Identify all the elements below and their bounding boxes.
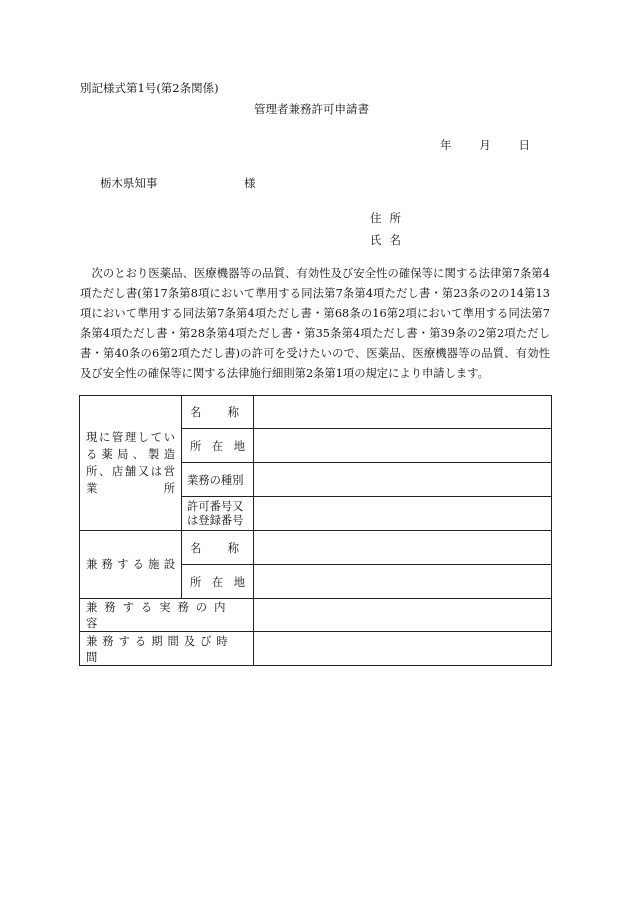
business-type-label: 業務の種別 bbox=[182, 463, 254, 497]
concurrent-location-label: 所 在 地 bbox=[182, 565, 254, 599]
managed-name-field[interactable] bbox=[254, 396, 552, 429]
table-row bbox=[80, 396, 552, 429]
license-number-label: 許可番号又は登録番号 bbox=[182, 497, 254, 531]
honorific: 様 bbox=[244, 176, 256, 190]
form-number: 別記様式第1号(第2条関係) bbox=[80, 81, 219, 95]
period-field[interactable] bbox=[254, 632, 552, 666]
table-row bbox=[80, 599, 552, 632]
managed-location-label: 所 在 地 bbox=[182, 429, 254, 463]
concurrent-name-label: 名 称 bbox=[182, 531, 254, 565]
concurrent-name-field[interactable] bbox=[254, 531, 552, 565]
duties-field[interactable] bbox=[254, 599, 552, 632]
period-label: 兼務する期間及び時間 bbox=[80, 632, 254, 666]
concurrent-facility-label: 兼務する施設 bbox=[80, 531, 182, 599]
application-body-text: 次のとおり医薬品、医療機器等の品質、有効性及び安全性の確保等に関する法律第7条第4項ただし書(第17条第8項において準用する同法第7条第4項ただし書・第23条の2の14第13項において準用する同法第7条第4項ただし書・第68条の16第2項において準用する同法第7条第4項ただし書・第28条第4項ただし書・第35条第4項ただし書・第39条の2第2項ただし書・第40条の6第2項ただし書)の許可を受けたいので、医薬品、医療機器等の品質、有効性及び安全性の確保等に関する法律施行細則第2条第1項の規定により申請します。 bbox=[80, 267, 550, 380]
applicant-address-label: 住所 bbox=[370, 211, 409, 225]
license-number-field[interactable] bbox=[254, 497, 552, 531]
date-year-label: 年 bbox=[440, 138, 452, 152]
date-month-label: 月 bbox=[479, 138, 491, 152]
date-day-label: 日 bbox=[518, 138, 530, 152]
concurrent-location-field[interactable] bbox=[254, 565, 552, 599]
application-table bbox=[79, 395, 552, 666]
applicant-name-label: 氏名 bbox=[370, 233, 409, 247]
date-line bbox=[440, 137, 530, 153]
managed-facility-label: 現に管理している薬局、製造所、店舗又は営業所 bbox=[80, 396, 182, 531]
managed-location-field[interactable] bbox=[254, 429, 552, 463]
duties-label: 兼務する実務の内容 bbox=[80, 599, 254, 632]
managed-name-label: 名 称 bbox=[182, 396, 254, 429]
table-row bbox=[80, 632, 552, 666]
addressee: 栃木県知事 bbox=[100, 176, 158, 190]
business-type-field[interactable] bbox=[254, 463, 552, 497]
table-row bbox=[80, 531, 552, 565]
document-title: 管理者兼務許可申請書 bbox=[254, 102, 369, 116]
